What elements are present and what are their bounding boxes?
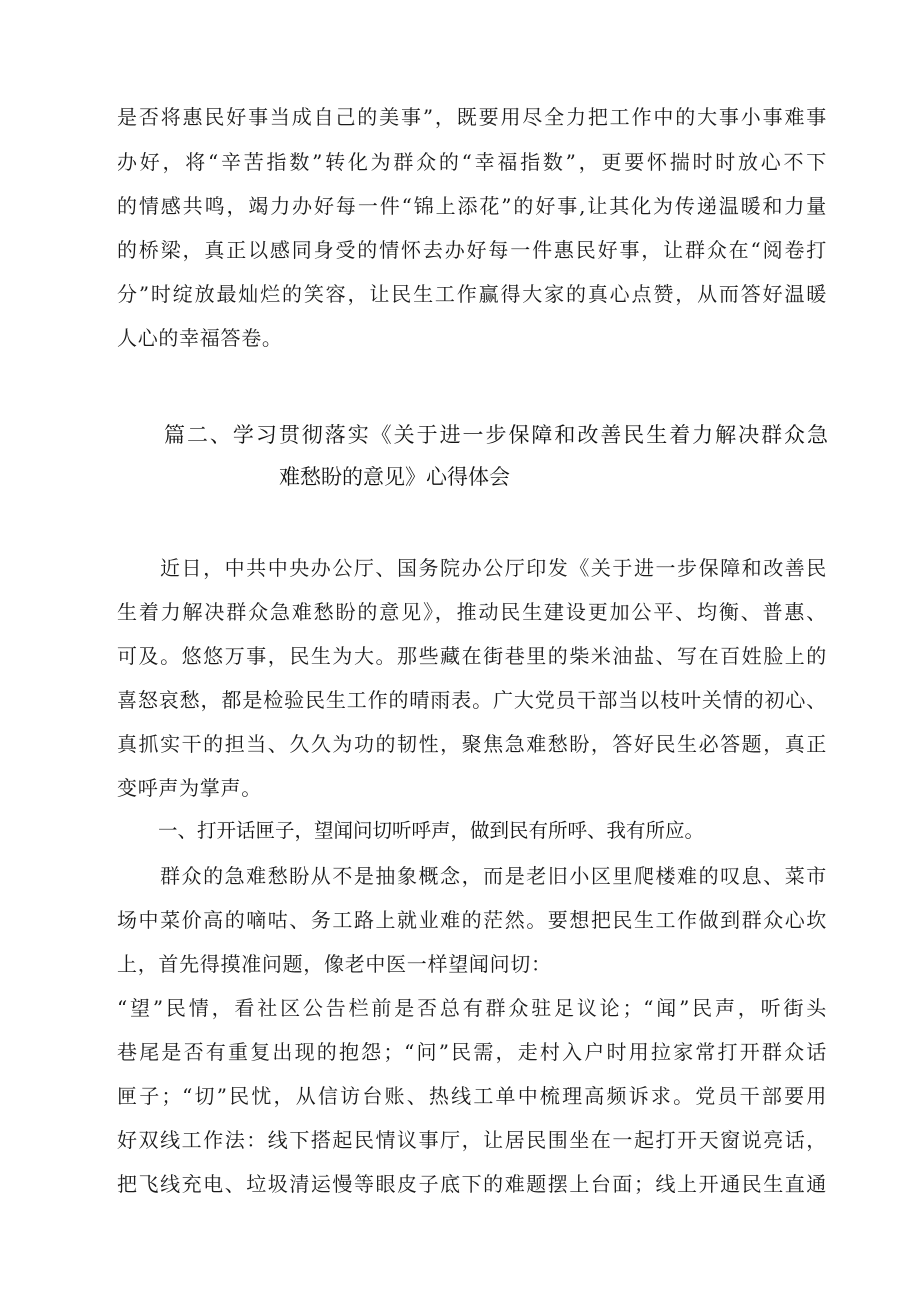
- paragraph-line: 可及。悠悠万事，民生为大。那些藏在街巷里的柴米油盐、写在百姓脸上的: [117, 644, 827, 668]
- paragraph-line: 好双线工作法：线下搭起民情议事厅，让居民围坐在一起打开天窗说亮话，: [117, 1128, 827, 1152]
- article-title-line-1: 篇二、学习贯彻落实《关于进一步保障和改善民生着力解决群众急: [164, 423, 828, 447]
- paragraph-line: 上，首先得摸准问题，像老中医一样望闻问切：: [117, 952, 552, 976]
- paragraph-line: 分”时绽放最灿烂的笑容，让民生工作赢得大家的真心点赞，从而答好温暖: [117, 282, 827, 306]
- paragraph-line: 场中菜价高的嘀咕、务工路上就业难的茫然。要想把民生工作做到群众心坎: [117, 908, 827, 932]
- paragraph-line: 匣子；“切”民忧，从信访台账、热线工单中梳理高频诉求。党员干部要用: [117, 1084, 827, 1108]
- paragraph-line: 人心的幸福答卷。: [117, 326, 283, 350]
- article-title-line-2: 难愁盼的意见》心得体会: [279, 465, 510, 489]
- paragraph-line: 近日，中共中央办公厅、国务院办公厅印发《关于进一步保障和改善民: [160, 556, 827, 580]
- paragraph-line: 办好，将“辛苦指数”转化为群众的“幸福指数”，更要怀揣时时放心不下: [117, 150, 827, 174]
- section-heading: 一、打开话匣子，望闻问切听呼声，做到民有所呼、我有所应。: [158, 819, 705, 842]
- paragraph-line: 的情感共鸣，竭力办好每一件“锦上添花”的好事,让其化为传递温暖和力量: [117, 194, 827, 218]
- paragraph-line: 巷尾是否有重复出现的抱怨；“问”民需，走村入户时用拉家常打开群众话: [117, 1040, 827, 1064]
- paragraph-line: 生着力解决群众急难愁盼的意见》，推动民生建设更加公平、均衡、普惠、: [117, 600, 827, 624]
- paragraph-line: “望”民情，看社区公告栏前是否总有群众驻足议论；“闻”民声，听街头: [117, 996, 827, 1020]
- paragraph-line: 群众的急难愁盼从不是抽象概念，而是老旧小区里爬楼难的叹息、菜市: [160, 864, 827, 888]
- paragraph-line: 把飞线充电、垃圾清运慢等眼皮子底下的难题摆上台面；线上开通民生直通: [117, 1172, 827, 1196]
- paragraph-line: 的桥梁，真正以感同身受的情怀去办好每一件惠民好事，让群众在“阅卷打: [117, 238, 827, 262]
- paragraph-line: 喜怒哀愁，都是检验民生工作的晴雨表。广大党员干部当以枝叶关情的初心、: [117, 688, 827, 712]
- paragraph-line: 是否将惠民好事当成自己的美事”，既要用尽全力把工作中的大事小事难事: [117, 105, 827, 129]
- paragraph-line: 变呼声为掌声。: [117, 776, 262, 800]
- paragraph-line: 真抓实干的担当、久久为功的韧性，聚焦急难愁盼，答好民生必答题，真正: [117, 732, 827, 756]
